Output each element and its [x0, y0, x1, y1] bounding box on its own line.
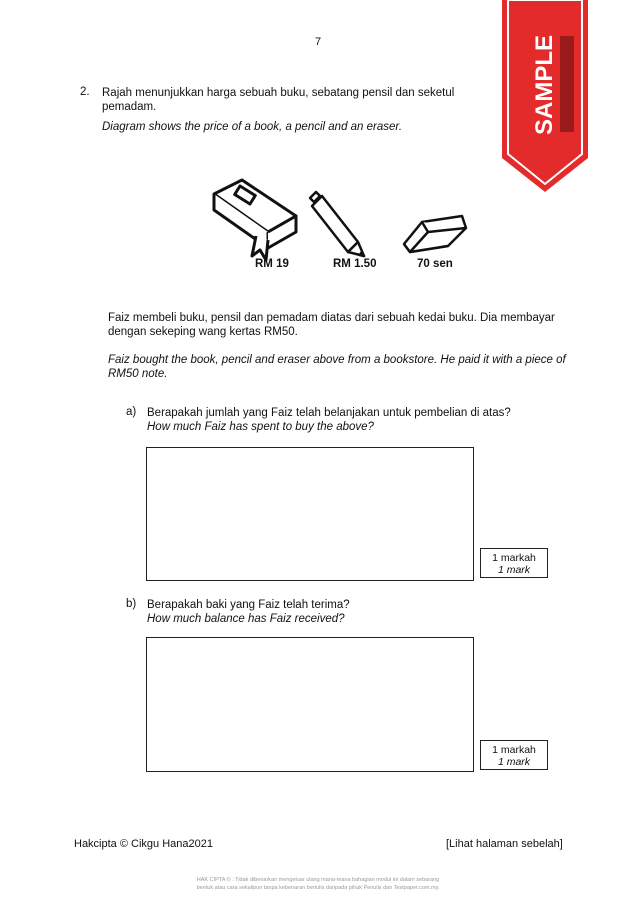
disclaimer-line-1: HAK CIPTA © : Tidak dibenarkan mengeluar ulang mana-mana bahagian modul ini dalam sebarang [196, 877, 440, 883]
part-a-answer-box[interactable] [146, 447, 474, 581]
disclaimer-line-2: bentuk atau cara sekalipun tanpa kebenaran bertulis daripada pihak Penulis dan Testpaper.com.my. [196, 885, 440, 891]
book-price: RM 19 [255, 258, 289, 270]
question-text-ms: Rajah menunjukkan harga sebuah buku, sebatang pensil dan seketul pemadam. [102, 87, 455, 113]
pencil-price: RM 1.50 [333, 258, 377, 270]
part-b-label: b) [126, 598, 137, 610]
book-icon [214, 180, 296, 260]
page-number: 7 [314, 36, 322, 48]
eraser-icon [404, 216, 466, 252]
part-a-marks-en: 1 mark [497, 564, 531, 576]
part-b-marks-ms: 1 markah [492, 744, 536, 756]
question-number: 2. [80, 86, 90, 98]
pencil-icon [310, 192, 364, 256]
eraser-price: 70 sen [417, 258, 453, 270]
part-b-question [147, 598, 567, 626]
footer-copyright: Hakcipta © Cikgu Hana2021 [74, 838, 213, 850]
story-paragraph-ms: Faiz membeli buku, pensil dan pemadam diatas dari sebuah kedai buku. Dia membayar dengan sekeping wang kertas RM50. [108, 312, 555, 338]
part-b-marks [480, 740, 548, 770]
part-b-text-ms: Berapakah baki yang Faiz telah terima? [147, 599, 350, 611]
part-a-marks-ms: 1 markah [492, 552, 536, 564]
sample-ribbon [502, 0, 588, 192]
part-b-text-en: How much balance has Faiz received? [147, 613, 345, 625]
footer-next-page: [Lihat halaman sebelah] [446, 838, 563, 850]
question-text-en: Diagram shows the price of a book, a pencil and an eraser. [102, 121, 403, 133]
part-a-text-en: How much Faiz has spent to buy the above? [147, 421, 374, 433]
ribbon-label: SAMPLE [531, 34, 558, 136]
part-a-question [147, 406, 567, 434]
footer-disclaimer [0, 876, 636, 892]
part-b-answer-box[interactable] [146, 637, 474, 772]
part-a-label: a) [126, 406, 137, 418]
story-paragraph-en: Faiz bought the book, pencil and eraser above from a bookstore. He paid it with a piece of RM50 note. [108, 354, 566, 380]
part-a-text-ms: Berapakah jumlah yang Faiz telah belanjakan untuk pembelian di atas? [147, 407, 511, 419]
part-a-marks [480, 548, 548, 578]
part-b-marks-en: 1 mark [497, 756, 531, 768]
